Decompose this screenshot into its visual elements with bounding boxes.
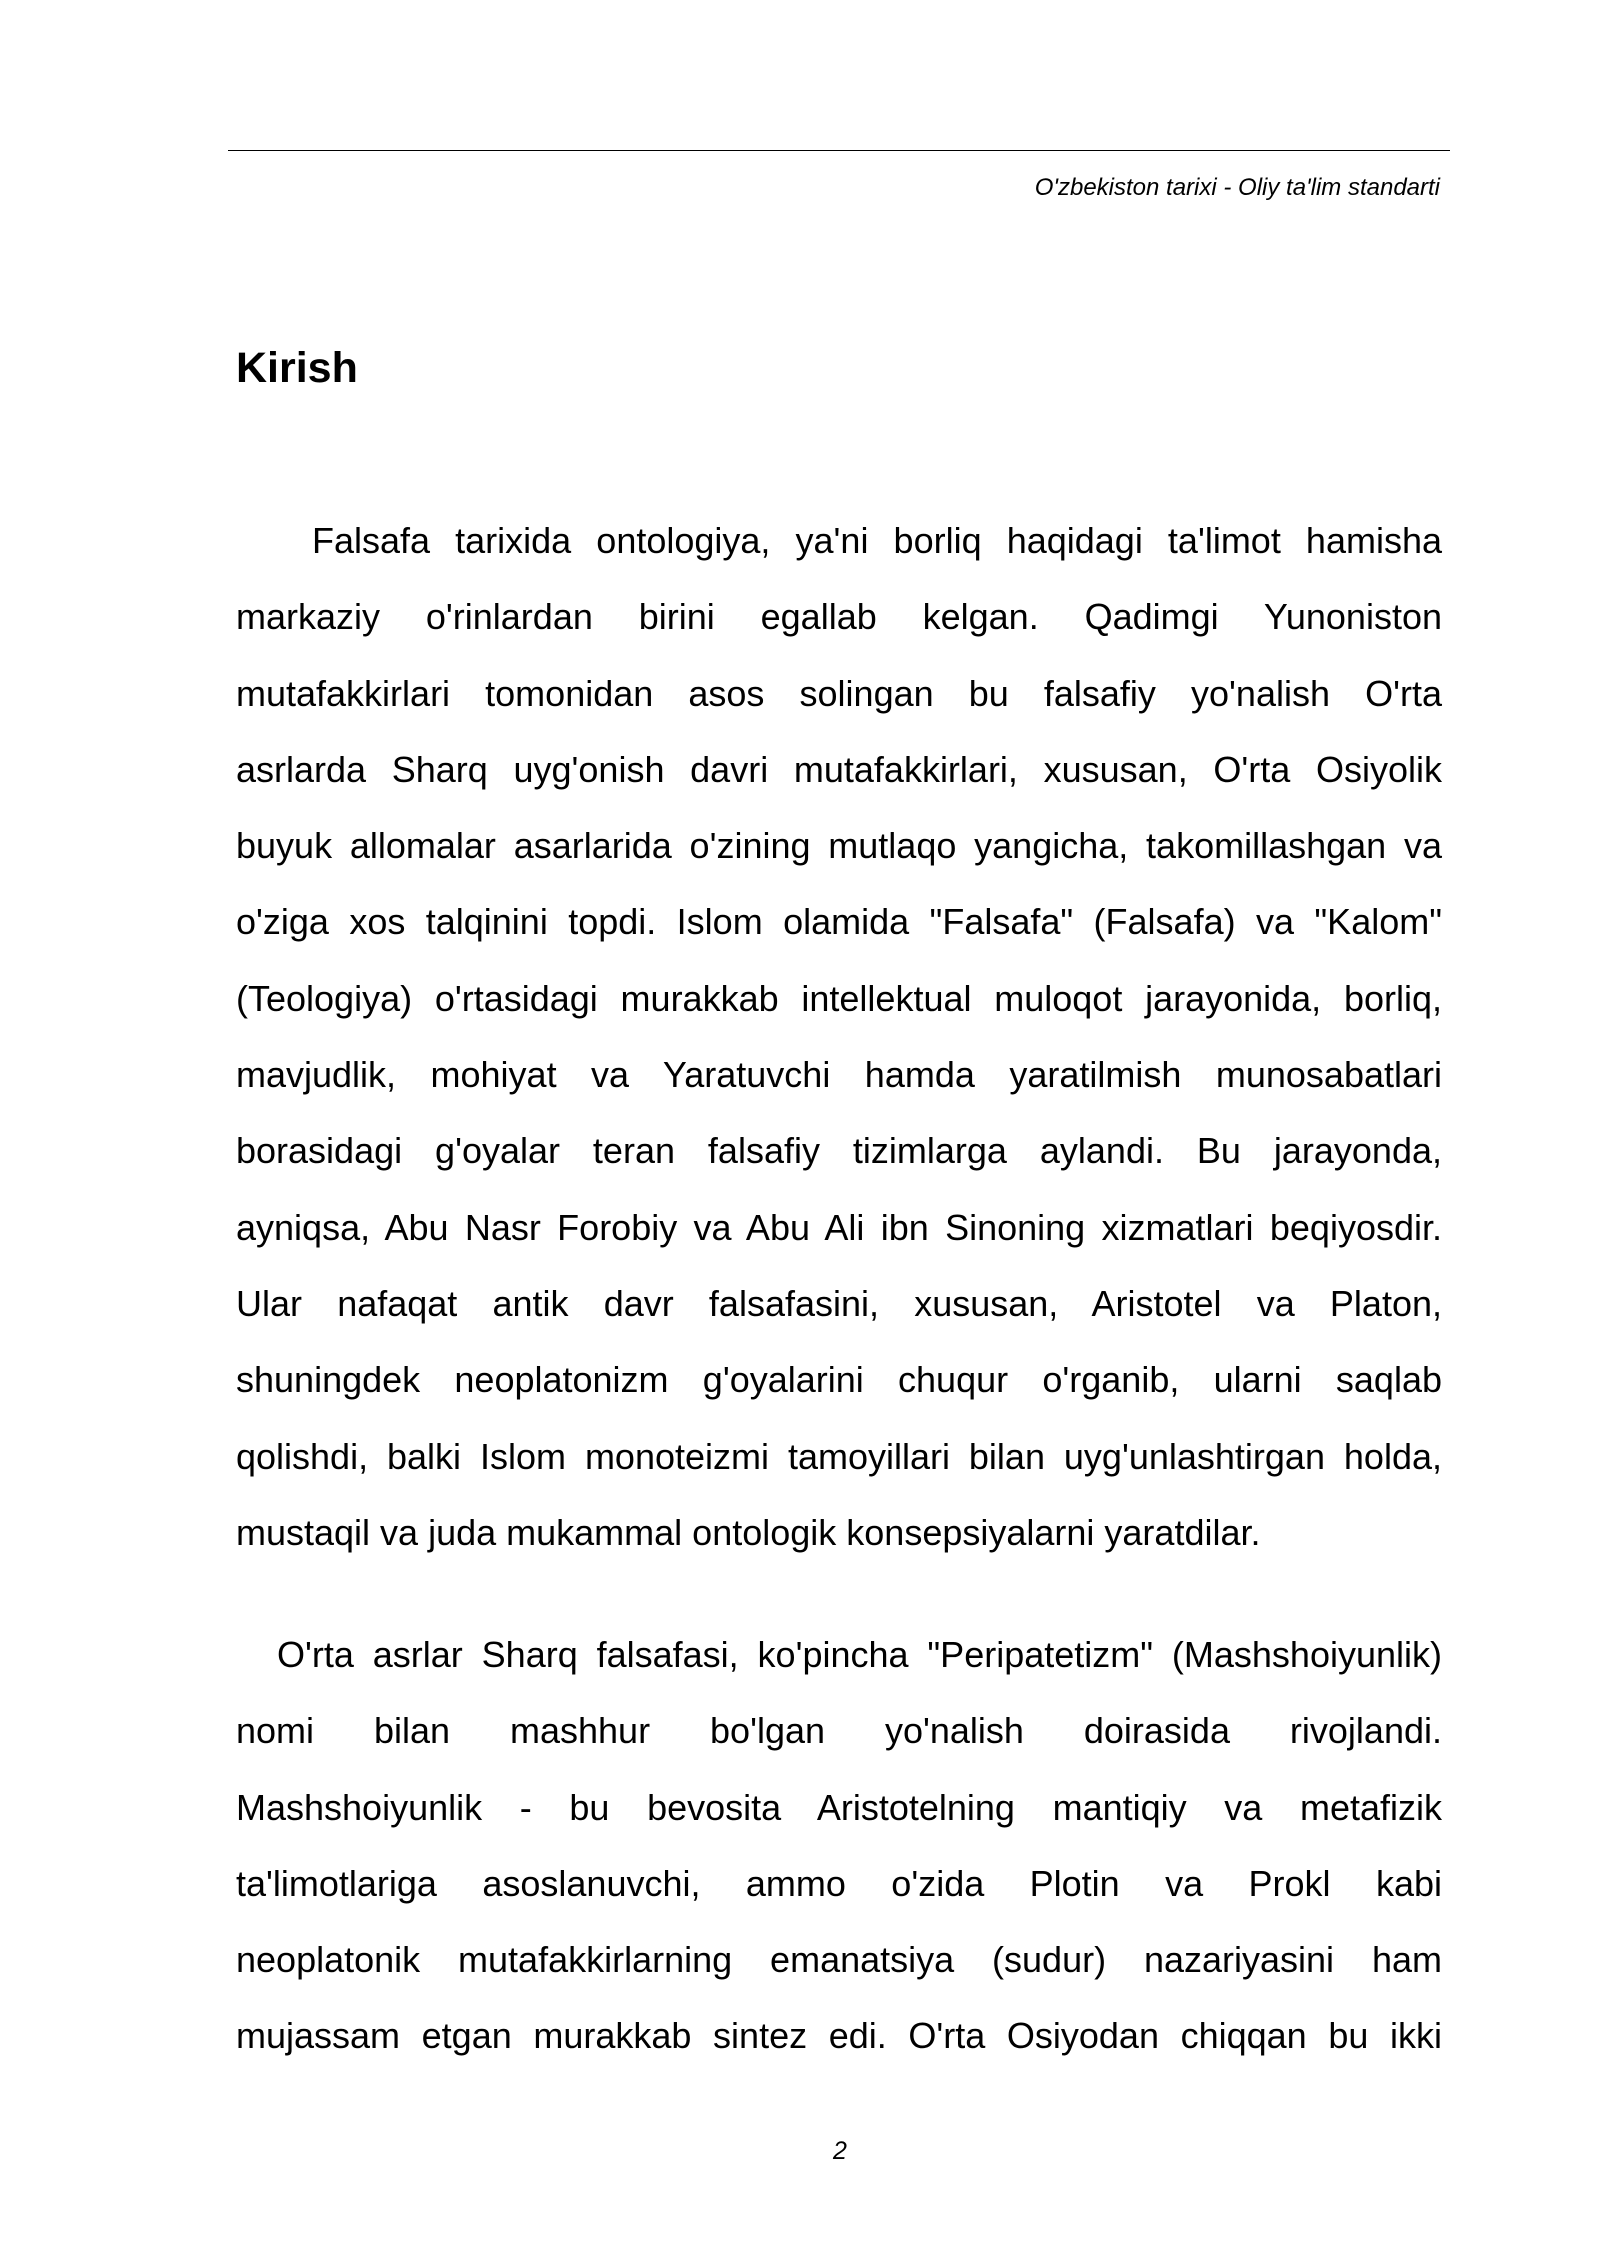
paragraph-line: O'rta asrlar Sharq falsafasi, ko'pincha "Peripatetizm" (Mashshoiyunlik) bbox=[277, 1634, 1442, 1675]
paragraph-line: (Teologiya) o'rtasidagi murakkab intellektual muloqot jarayonida, borliq, bbox=[236, 977, 1442, 1019]
running-header: O'zbekiston tarixi - Oliy ta'lim standarti bbox=[1034, 174, 1440, 201]
paragraph-line: Ular nafaqat antik davr falsafasini, xususan, Aristotel va Platon, bbox=[236, 1282, 1442, 1324]
paragraph-line: buyuk allomalar asarlarida o'zining mutlaqo yangicha, takomillashgan va bbox=[236, 825, 1442, 867]
paragraph-line: nomi bilan mashhur bo'lgan yo'nalish doirasida rivojlandi. bbox=[236, 1710, 1442, 1752]
body-paragraph-1 bbox=[236, 503, 1442, 1571]
paragraph-line: mujassam etgan murakkab sintez edi. O'rta Osiyodan chiqqan bu ikki bbox=[236, 2015, 1442, 2057]
paragraph-line: ayniqsa, Abu Nasr Forobiy va Abu Ali ibn Sinoning xizmatlari beqiyosdir. bbox=[236, 1206, 1442, 1248]
page-number: 2 bbox=[833, 2137, 847, 2165]
paragraph-line: mavjudlik, mohiyat va Yaratuvchi hamda yaratilmish munosabatlari bbox=[236, 1054, 1442, 1096]
section-title: Kirish bbox=[236, 344, 358, 392]
paragraph-line: asrlarda Sharq uyg'onish davri mutafakkirlari, xususan, O'rta Osiyolik bbox=[236, 748, 1442, 790]
paragraph-line: o'ziga xos talqinini topdi. Islom olamida "Falsafa" (Falsafa) va "Kalom" bbox=[236, 901, 1442, 943]
paragraph-line: mutafakkirlari tomonidan asos solingan bu falsafiy yo'nalish O'rta bbox=[236, 672, 1442, 714]
paragraph-line: shuningdek neoplatonizm g'oyalarini chuqur o'rganib, ularni saqlab bbox=[236, 1359, 1442, 1401]
paragraph-line: Falsafa tarixida ontologiya, ya'ni borliq haqidagi ta'limot hamisha bbox=[312, 520, 1442, 561]
paragraph-line: neoplatonik mutafakkirlarning emanatsiya (sudur) nazariyasini ham bbox=[236, 1939, 1442, 1981]
paragraph-line: markaziy o'rinlardan birini egallab kelgan. Qadimgi Yunoniston bbox=[236, 596, 1442, 638]
paragraph-line: borasidagi g'oyalar teran falsafiy tizimlarga aylandi. Bu jarayonda, bbox=[236, 1130, 1442, 1172]
paragraph-line: ta'limotlariga asoslanuvchi, ammo o'zida Plotin va Prokl kabi bbox=[236, 1862, 1442, 1904]
paragraph-line: mustaqil va juda mukammal ontologik konsepsiyalarni yaratdilar. bbox=[236, 1511, 1261, 1553]
body-paragraph-2 bbox=[236, 1617, 1442, 2075]
header-rule bbox=[228, 150, 1450, 151]
paragraph-line: qolishdi, balki Islom monoteizmi tamoyillari bilan uyg'unlashtirgan holda, bbox=[236, 1435, 1442, 1477]
paragraph-line: Mashshoiyunlik - bu bevosita Aristotelning mantiqiy va metafizik bbox=[236, 1786, 1442, 1828]
